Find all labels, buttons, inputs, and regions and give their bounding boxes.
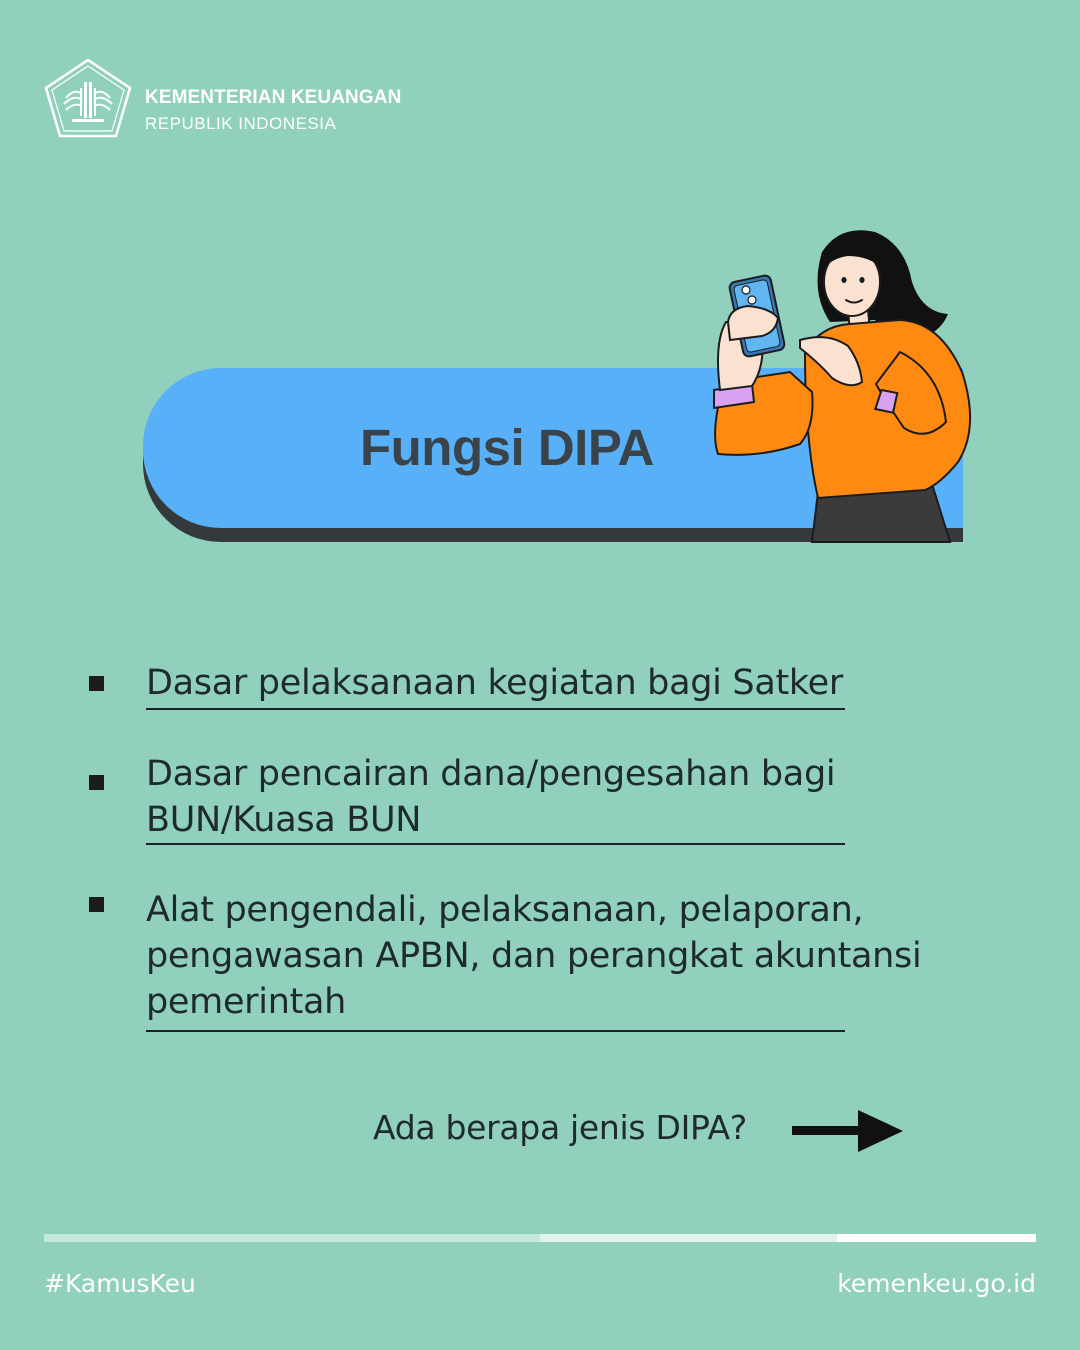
progress-segment — [540, 1234, 837, 1242]
organization-label — [145, 86, 401, 136]
woman-with-phone-illustration — [700, 222, 990, 544]
ministry-emblem-icon — [44, 58, 132, 138]
bullet-icon — [89, 775, 104, 790]
organization-subtitle: REPUBLIK INDONESIA — [145, 114, 337, 133]
bullet-icon — [89, 676, 104, 691]
hashtag: #KamusKeu — [44, 1269, 196, 1298]
list-item-text: Dasar pencairan dana/pengesahan bagi BUN/Kuasa BUN — [146, 754, 836, 840]
bullet-icon — [89, 897, 104, 912]
next-prompt: Ada berapa jenis DIPA? — [373, 1108, 748, 1147]
organization-name: KEMENTERIAN KEUANGAN — [145, 87, 402, 108]
list-item-underline — [146, 843, 845, 845]
progress-segment — [44, 1234, 540, 1242]
list-item-text: Alat pengendali, pelaksanaan, pelaporan, pengawasan APBN, dan perangkat akuntansi pemerintah — [146, 890, 922, 1022]
page-title: Fungsi DIPA — [360, 419, 654, 476]
progress-segment-active — [837, 1234, 1036, 1242]
arrow-right-icon[interactable] — [790, 1108, 905, 1154]
list-item-text: Dasar pelaksanaan kegiatan bagi Satker — [146, 663, 843, 703]
website-link[interactable]: kemenkeu.go.id — [837, 1269, 1036, 1298]
list-item-underline — [146, 708, 845, 710]
list-item-underline — [146, 1030, 845, 1032]
